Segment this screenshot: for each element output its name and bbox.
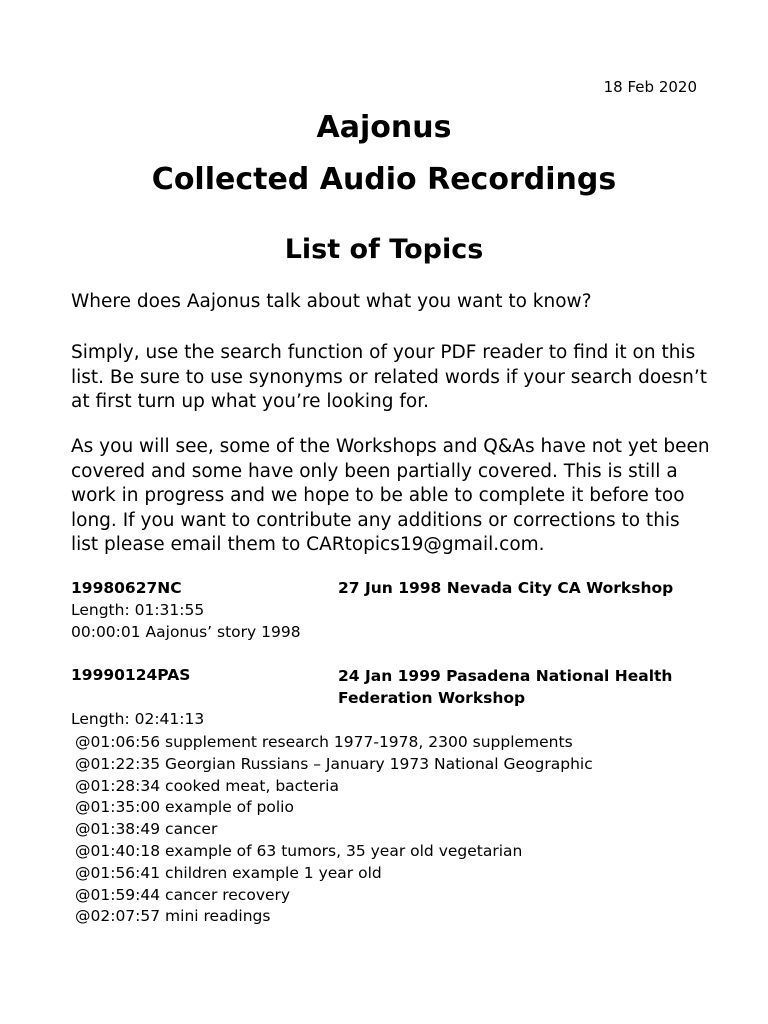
entry-topic: 00:00:01 Aajonus’ story 1998 [71, 623, 301, 641]
entry-topic: @02:07:57 mini readings [75, 907, 271, 926]
entry-topic-list [75, 732, 593, 928]
intro-paragraph-3: As you will see, some of the Workshops and Q&As have not yet been covered and some have only been partially covered. This is still a work in progress and we hope to be able to complete it before too long. If you want to contribute any additions or corrections to this list please email them to CARtopics19@gmail.com. [71, 436, 710, 555]
entry-topic: @01:56:41 children example 1 year old [75, 863, 382, 882]
entry-id: 19980627NC [71, 579, 182, 597]
document-date: 18 Feb 2020 [603, 78, 697, 96]
entry-heading: 24 Jan 1999 Pasadena National Health Federation Workshop [338, 667, 673, 707]
entry-topic: @01:06:56 supplement research 1977-1978, 2300 supplements [75, 733, 573, 751]
entry-topic: @01:28:34 cooked meat, bacteria [75, 776, 339, 795]
document-title-line2: Collected Audio Recordings [151, 162, 617, 197]
entry-topic: @01:35:00 example of polio [75, 798, 294, 817]
entry-topic: @01:38:49 cancer [75, 820, 218, 839]
intro-paragraph-1: Where does Aajonus talk about what you want to know? [71, 291, 592, 312]
intro-paragraph-2: Simply, use the search function of your PDF reader to find it on this list. Be sure to use synonyms or related words if your search doesn’t at first turn up what you’re looking for. [71, 342, 708, 412]
entry-length: Length: 01:31:55 [71, 601, 205, 619]
entry-topic: @01:40:18 example of 63 tumors, 35 year old vegetarian [75, 841, 523, 860]
entry-topic: @01:22:35 Georgian Russians – January 1973 National Geographic [75, 754, 593, 773]
entry-heading: 27 Jun 1998 Nevada City CA Workshop [338, 579, 674, 597]
document-subtitle: List of Topics [284, 234, 484, 265]
document-title-line1: Aajonus [316, 110, 452, 145]
entry-id: 19990124PAS [71, 666, 191, 684]
entry-length: Length: 02:41:13 [71, 710, 205, 728]
entry-topic: @01:59:44 cancer recovery [75, 885, 291, 904]
